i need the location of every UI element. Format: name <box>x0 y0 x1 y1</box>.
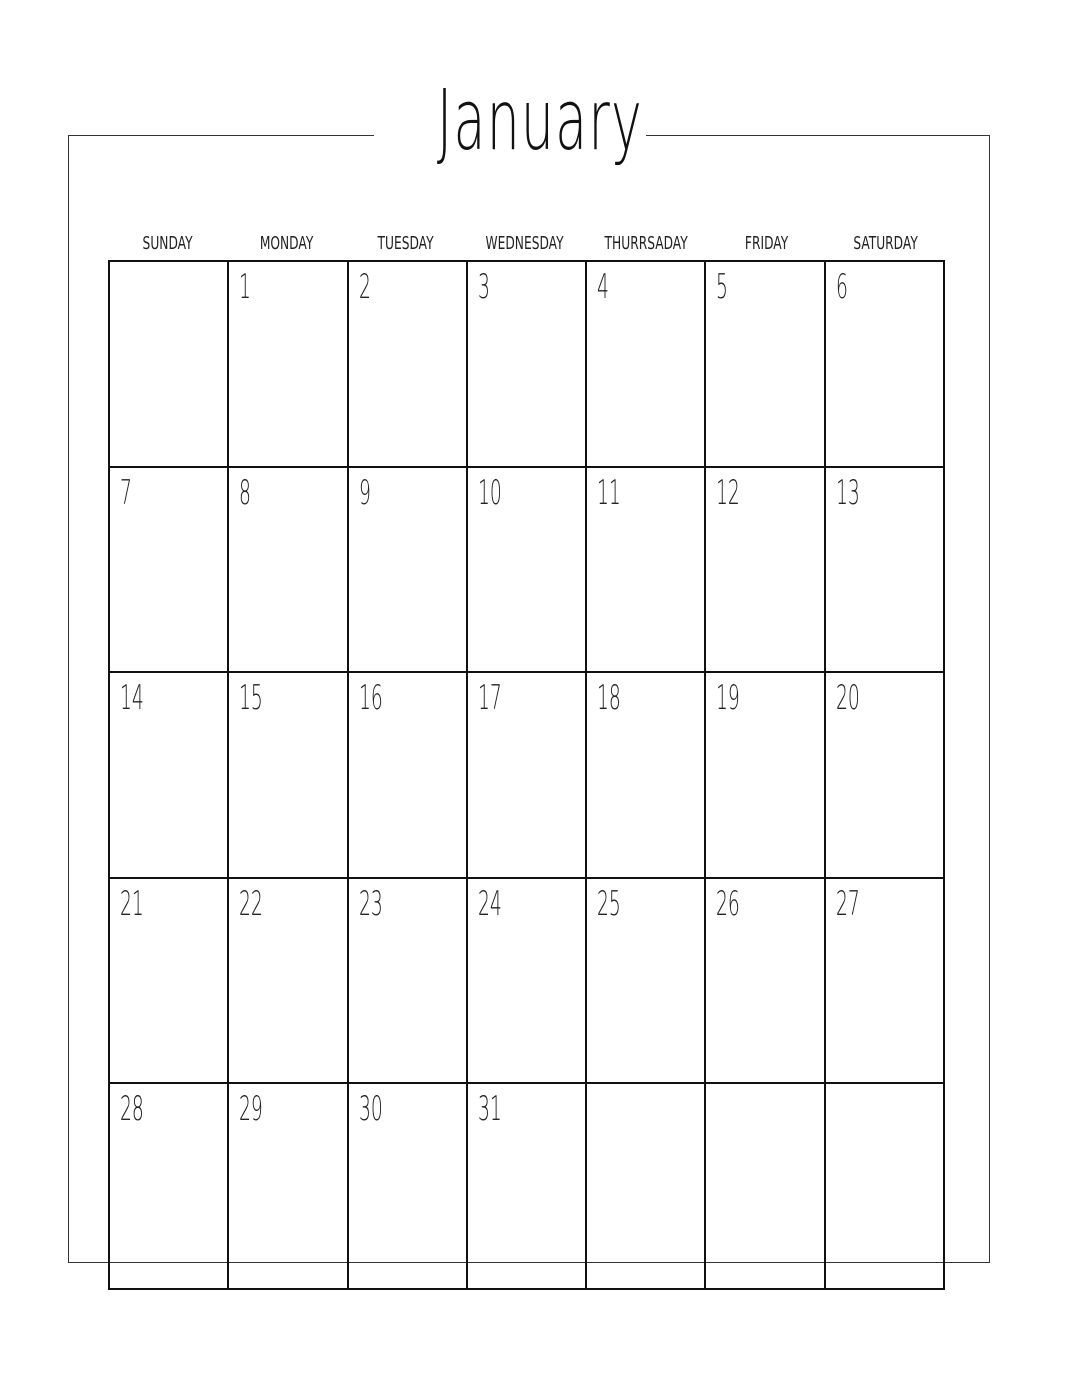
day-number: 18 <box>597 678 621 719</box>
day-cell <box>826 673 945 879</box>
weekday-header <box>108 224 945 258</box>
day-cell <box>468 262 587 468</box>
weekday-label: tuesday <box>377 226 434 255</box>
day-number: 19 <box>716 678 741 719</box>
day-number: 27 <box>835 883 860 924</box>
day-number: 15 <box>239 678 264 719</box>
weekday-label: thurrsaday <box>604 226 688 255</box>
day-cell <box>110 468 229 674</box>
day-cell <box>349 879 468 1085</box>
calendar-grid <box>108 260 945 1290</box>
weekday-label: wednesday <box>485 226 564 255</box>
day-number: 20 <box>835 678 860 719</box>
day-number: 10 <box>477 472 502 513</box>
day-cell <box>110 1084 229 1290</box>
day-number: 3 <box>477 267 490 307</box>
weekday-label: saturday <box>853 226 918 255</box>
day-number: 30 <box>358 1089 383 1130</box>
day-number: 28 <box>120 1089 144 1130</box>
day-cell <box>706 468 825 674</box>
weekday-label: friday <box>744 226 788 255</box>
day-number: 5 <box>716 267 729 307</box>
day-cell <box>587 262 706 468</box>
day-cell <box>110 262 229 468</box>
day-cell <box>587 673 706 879</box>
day-cell <box>349 1084 468 1290</box>
day-cell <box>229 879 348 1085</box>
day-cell <box>229 262 348 468</box>
day-number: 1 <box>239 267 252 307</box>
weekday-label: monday <box>259 226 314 255</box>
day-cell <box>468 879 587 1085</box>
day-number: 25 <box>597 883 621 924</box>
day-number: 14 <box>120 678 144 719</box>
weekday-label: sunday <box>142 226 193 255</box>
day-number: 9 <box>358 472 371 513</box>
day-cell <box>110 673 229 879</box>
day-number: 17 <box>477 678 502 719</box>
day-cell <box>349 673 468 879</box>
day-number: 8 <box>239 472 252 513</box>
day-cell <box>349 468 468 674</box>
day-cell <box>349 262 468 468</box>
day-cell <box>587 1084 706 1290</box>
day-cell <box>706 673 825 879</box>
day-number: 13 <box>835 472 860 513</box>
day-cell <box>229 468 348 674</box>
day-cell <box>826 468 945 674</box>
day-number: 26 <box>716 883 741 924</box>
day-cell <box>468 673 587 879</box>
day-cell <box>826 1084 945 1290</box>
day-cell <box>826 879 945 1085</box>
day-number: 24 <box>477 883 502 924</box>
day-cell <box>587 879 706 1085</box>
day-cell <box>229 673 348 879</box>
day-cell <box>706 262 825 468</box>
month-title: January <box>436 71 644 169</box>
day-cell <box>706 1084 825 1290</box>
day-number: 7 <box>120 472 132 513</box>
day-number: 11 <box>597 472 621 513</box>
day-number: 31 <box>477 1089 502 1130</box>
day-number: 6 <box>835 267 848 307</box>
day-cell <box>468 1084 587 1290</box>
day-number: 2 <box>358 267 371 307</box>
day-number: 16 <box>358 678 383 719</box>
day-cell <box>706 879 825 1085</box>
day-number: 21 <box>120 883 144 924</box>
day-number: 22 <box>239 883 264 924</box>
day-number: 4 <box>597 267 610 307</box>
day-cell <box>826 262 945 468</box>
day-number: 23 <box>358 883 383 924</box>
day-cell <box>587 468 706 674</box>
day-cell <box>229 1084 348 1290</box>
day-cell <box>110 879 229 1085</box>
day-cell <box>468 468 587 674</box>
day-number: 12 <box>716 472 741 513</box>
day-number: 29 <box>239 1089 264 1130</box>
